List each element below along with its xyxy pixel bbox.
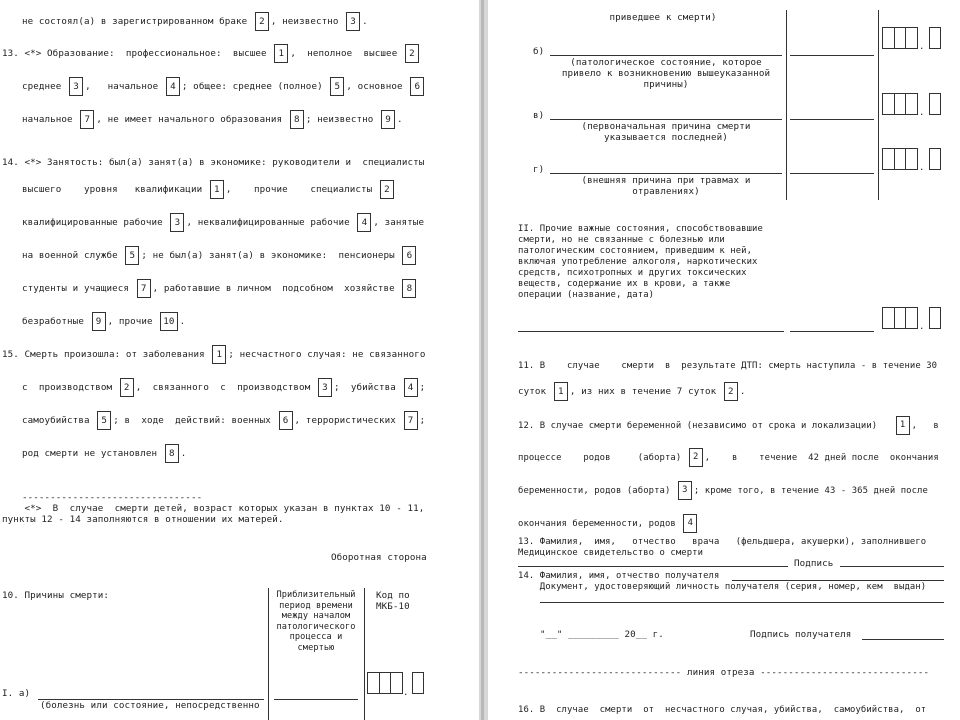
row-b-hint: (патологическое состояние, которое привело к возникновению вышеуказанной причины) <box>561 57 771 90</box>
period-column-header: Приблизительный период времени между началом патологического процесса и смертью <box>276 590 356 653</box>
doctor-signature-field[interactable] <box>840 566 944 567</box>
row-v-icd-subcode[interactable] <box>929 93 941 115</box>
item13-line3: начальное 7 , не имеет начального образования 8 ; неизвестно 9 . <box>22 110 403 129</box>
recipient-signature-field[interactable] <box>862 639 944 640</box>
item14-line6: безработные 9 , прочие 10 . <box>22 312 185 331</box>
right-page: приведшее к смерти) б) (патологическое состояние, которое привело к возникновению вышеуказанной причины) . в) (первоначальная причина смерти указывается последней) . г) (внешняя причина при травмах и отравлениях) . II. Прочие важные состояния, способствовавшие смерти, но не связанные с болезнью или патологическим состоянием, приведшим к ней, включая употребление алкоголя, наркотических средств, психотропных и других токсических веществ, содержание их в крови, а также операции (название, дата) . 11. В случае смерти в результате ДТП: смерть наступила - в течение 30 суток 1 , из них в течение 7 суток 2 . 12. В случае смерти беременной (независимо от срока и локализации) 1 , в процессе родов (аборта) 2 , в течение 42 дней после окончания беременности, родов (аборта) 3 ; кроме того, в течение 43 - 365 дней после окончания беременности, родов 4 13. Фамилия, имя, отчество врача (фельдшера, акушерки), заполнившего Медицинское свидетельство о смерти Подпись 14. Фамилия, имя, отчество получателя Документ, удостоверяющий личность получателя (серия, номер, кем выдан) "__" _________ 20__ г. Подпись получателя ----------------------------- линия отреза ------------------------------ 16. В случае смерти от несчастного случая, убийства, самоубийства, от <box>488 0 960 720</box>
row-a-label: I. а) <box>2 688 31 699</box>
item11-line2: суток 1 , из них в течение 7 суток 2 . <box>518 382 746 401</box>
row-a-icd-subcode[interactable] <box>412 672 424 694</box>
recipient-signature-label: Подпись получателя <box>750 629 852 640</box>
row-a-continued-hint: приведшее к смерти) <box>609 12 717 23</box>
receipt-date: "__" _________ 20__ г. <box>540 629 664 640</box>
row-b-icd-subcode[interactable] <box>929 27 941 49</box>
item13-line1: 13. <*> Образование: профессиональное: высшее 1 , неполное высшее 2 <box>2 44 421 63</box>
item16-line1: 16. В случае смерти от несчастного случая, убийства, самоубийства, от <box>518 705 927 715</box>
row-g-hint: (внешняя причина при травмах и отравлениях) <box>581 175 751 197</box>
recipient-document-label: Документ, удостоверяющий личность получателя (серия, номер, кем выдан) <box>518 582 927 592</box>
row-a-period-field[interactable] <box>274 699 358 700</box>
part-two-icd-subcode[interactable] <box>929 307 941 329</box>
item13-line2: среднее 3 , начальное 4 ; общее: среднее (полное) 5 , основное 6 <box>22 77 426 96</box>
row-g-label: г) <box>533 164 545 175</box>
item14-line4: на военной службе 5 ; не был(а) занят(а) в экономике: пенсионеры 6 <box>22 246 418 265</box>
item13-doctor: 13. Фамилия, имя, отчество врача (фельдшера, акушерки), заполнившего Медицинское свидетельство о смерти <box>518 537 927 558</box>
icd-column-header: Код по МКБ-10 <box>376 590 410 612</box>
item14-line1: 14. <*> Занятость: был(а) занят(а) в экономике: руководители и специалисты <box>2 157 425 168</box>
item15-line4: род смерти не установлен 8 . <box>22 444 186 463</box>
marital-line: не состоял(а) в зарегистрированном браке 2 , неизвестно 3 . <box>22 12 368 31</box>
row-b-label: б) <box>533 46 545 57</box>
footnote: <*> В случае смерти детей, возраст которых указан в пунктах 10 - 11, пункты 12 - 14 заполняются в отношении их матерей. <box>2 503 425 525</box>
recipient-name-field[interactable] <box>732 580 944 581</box>
row-v-icd-code[interactable] <box>882 93 918 115</box>
item14-recipient: 14. Фамилия, имя, отчество получателя <box>518 571 720 581</box>
item10-title: 10. Причины смерти: <box>2 590 109 601</box>
row-g-field[interactable] <box>550 173 782 174</box>
doctor-signature-label: Подпись <box>794 558 834 569</box>
cut-line: ----------------------------- линия отреза ------------------------------ <box>518 667 930 678</box>
item12-line1: 12. В случае смерти беременной (независимо от срока и локализации) 1 , в <box>518 416 939 435</box>
part-two-description: II. Прочие важные состояния, способствовавшие смерти, но не связанные с болезнью или патологическим состоянием, приведшим к ней, включая употребление алкоголя, наркотических средств, психотропных и других токсических веществ, содержание их в крови, а также операции (название, дата) <box>518 224 763 300</box>
row-g-icd-code[interactable] <box>882 148 918 170</box>
item15-line2: с производством 2 , связанного с производством 3 ; убийства 4 ; <box>22 378 425 397</box>
row-v-period-field[interactable] <box>790 119 874 120</box>
row-g-period-field[interactable] <box>790 173 874 174</box>
item15-line3: самоубийства 5 ; в ходе действий: военных 6 , террористических 7 ; <box>22 411 425 430</box>
item11-line1: 11. В случае смерти в результате ДТП: смерть наступила - в течение 30 <box>518 361 938 371</box>
item12-line4: окончания беременности, родов 4 <box>518 514 699 533</box>
row-v-hint: (первоначальная причина смерти указывается последней) <box>581 121 751 143</box>
row-v-field[interactable] <box>550 119 782 120</box>
row-b-icd-code[interactable] <box>882 27 918 49</box>
item14-line5: студенты и учащиеся 7 , работавшие в личном подсобном хозяйстве 8 <box>22 279 418 298</box>
item12-line3: беременности, родов (аборта) 3 ; кроме того, в течение 43 - 365 дней после <box>518 481 928 500</box>
item14-line3: квалифицированные рабочие 3 , неквалифицированные рабочие 4 , занятые <box>22 213 424 232</box>
row-b-period-field[interactable] <box>790 55 874 56</box>
footnote-separator: -------------------------------- <box>22 492 203 503</box>
item12-line2: процессе родов (аборта) 2 , в течение 42 дней после окончания <box>518 448 939 467</box>
row-g-icd-subcode[interactable] <box>929 148 941 170</box>
recipient-document-field[interactable] <box>540 602 944 603</box>
part-two-period-field[interactable] <box>790 331 874 332</box>
row-a-icd-code[interactable] <box>367 672 403 694</box>
part-two-icd-code[interactable] <box>882 307 918 329</box>
row-v-label: в) <box>533 110 545 121</box>
item14-line2: высшего уровня квалификации 1 , прочие специалисты 2 <box>22 180 396 199</box>
doctor-name-field[interactable] <box>518 566 788 567</box>
part-two-field[interactable] <box>518 331 784 332</box>
item15-line1: 15. Смерть произошла: от заболевания 1 ; несчастного случая: не связанного <box>2 345 425 364</box>
row-a-hint: (болезнь или состояние, непосредственно <box>40 700 260 711</box>
reverse-side-title: Оборотная сторона <box>331 552 427 563</box>
left-page: не состоял(а) в зарегистрированном браке 2 , неизвестно 3 . 13. <*> Образование: профессиональное: высшее 1 , неполное высшее 2 среднее 3 , начальное 4 ; общее: среднее (полное) 5 , основное 6 начальное 7 , не имеет начального образования 8 ; неизвестно 9 . 14. <*> Занятость: был(а) занят(а) в экономике: руководители и специалисты высшего уровня квалификации 1 , прочие специалисты 2 квалифицированные рабочие 3 , неквалифицированные рабочие 4 , занятые на военной службе 5 ; не был(а) занят(а) в экономике: пенсионеры 6 студенты и учащиеся 7 , работавшие в личном подсобном хозяйстве 8 безработные 9 , прочие 10 . 15. Смерть произошла: от заболевания 1 ; несчастного случая: не связанного с производством 2 , связанного с производством 3 ; убийства 4 ; самоубийства 5 ; в ходе действий: военных 6 , террористических 7 ; род смерти не установлен 8 . -------------------------------- <*> В случае смерти детей, возраст которых указан в пунктах 10 - 11, пункты 12 - 14 заполняются в отношении их матерей. Оборотная сторона 10. Причины смерти: Приблизительный период времени между началом патологического процесса и смертью Код по МКБ-10 I. а) . (болезнь или состояние, непосредственно <box>0 0 479 720</box>
row-b-field[interactable] <box>550 55 782 56</box>
page-divider <box>479 0 488 720</box>
